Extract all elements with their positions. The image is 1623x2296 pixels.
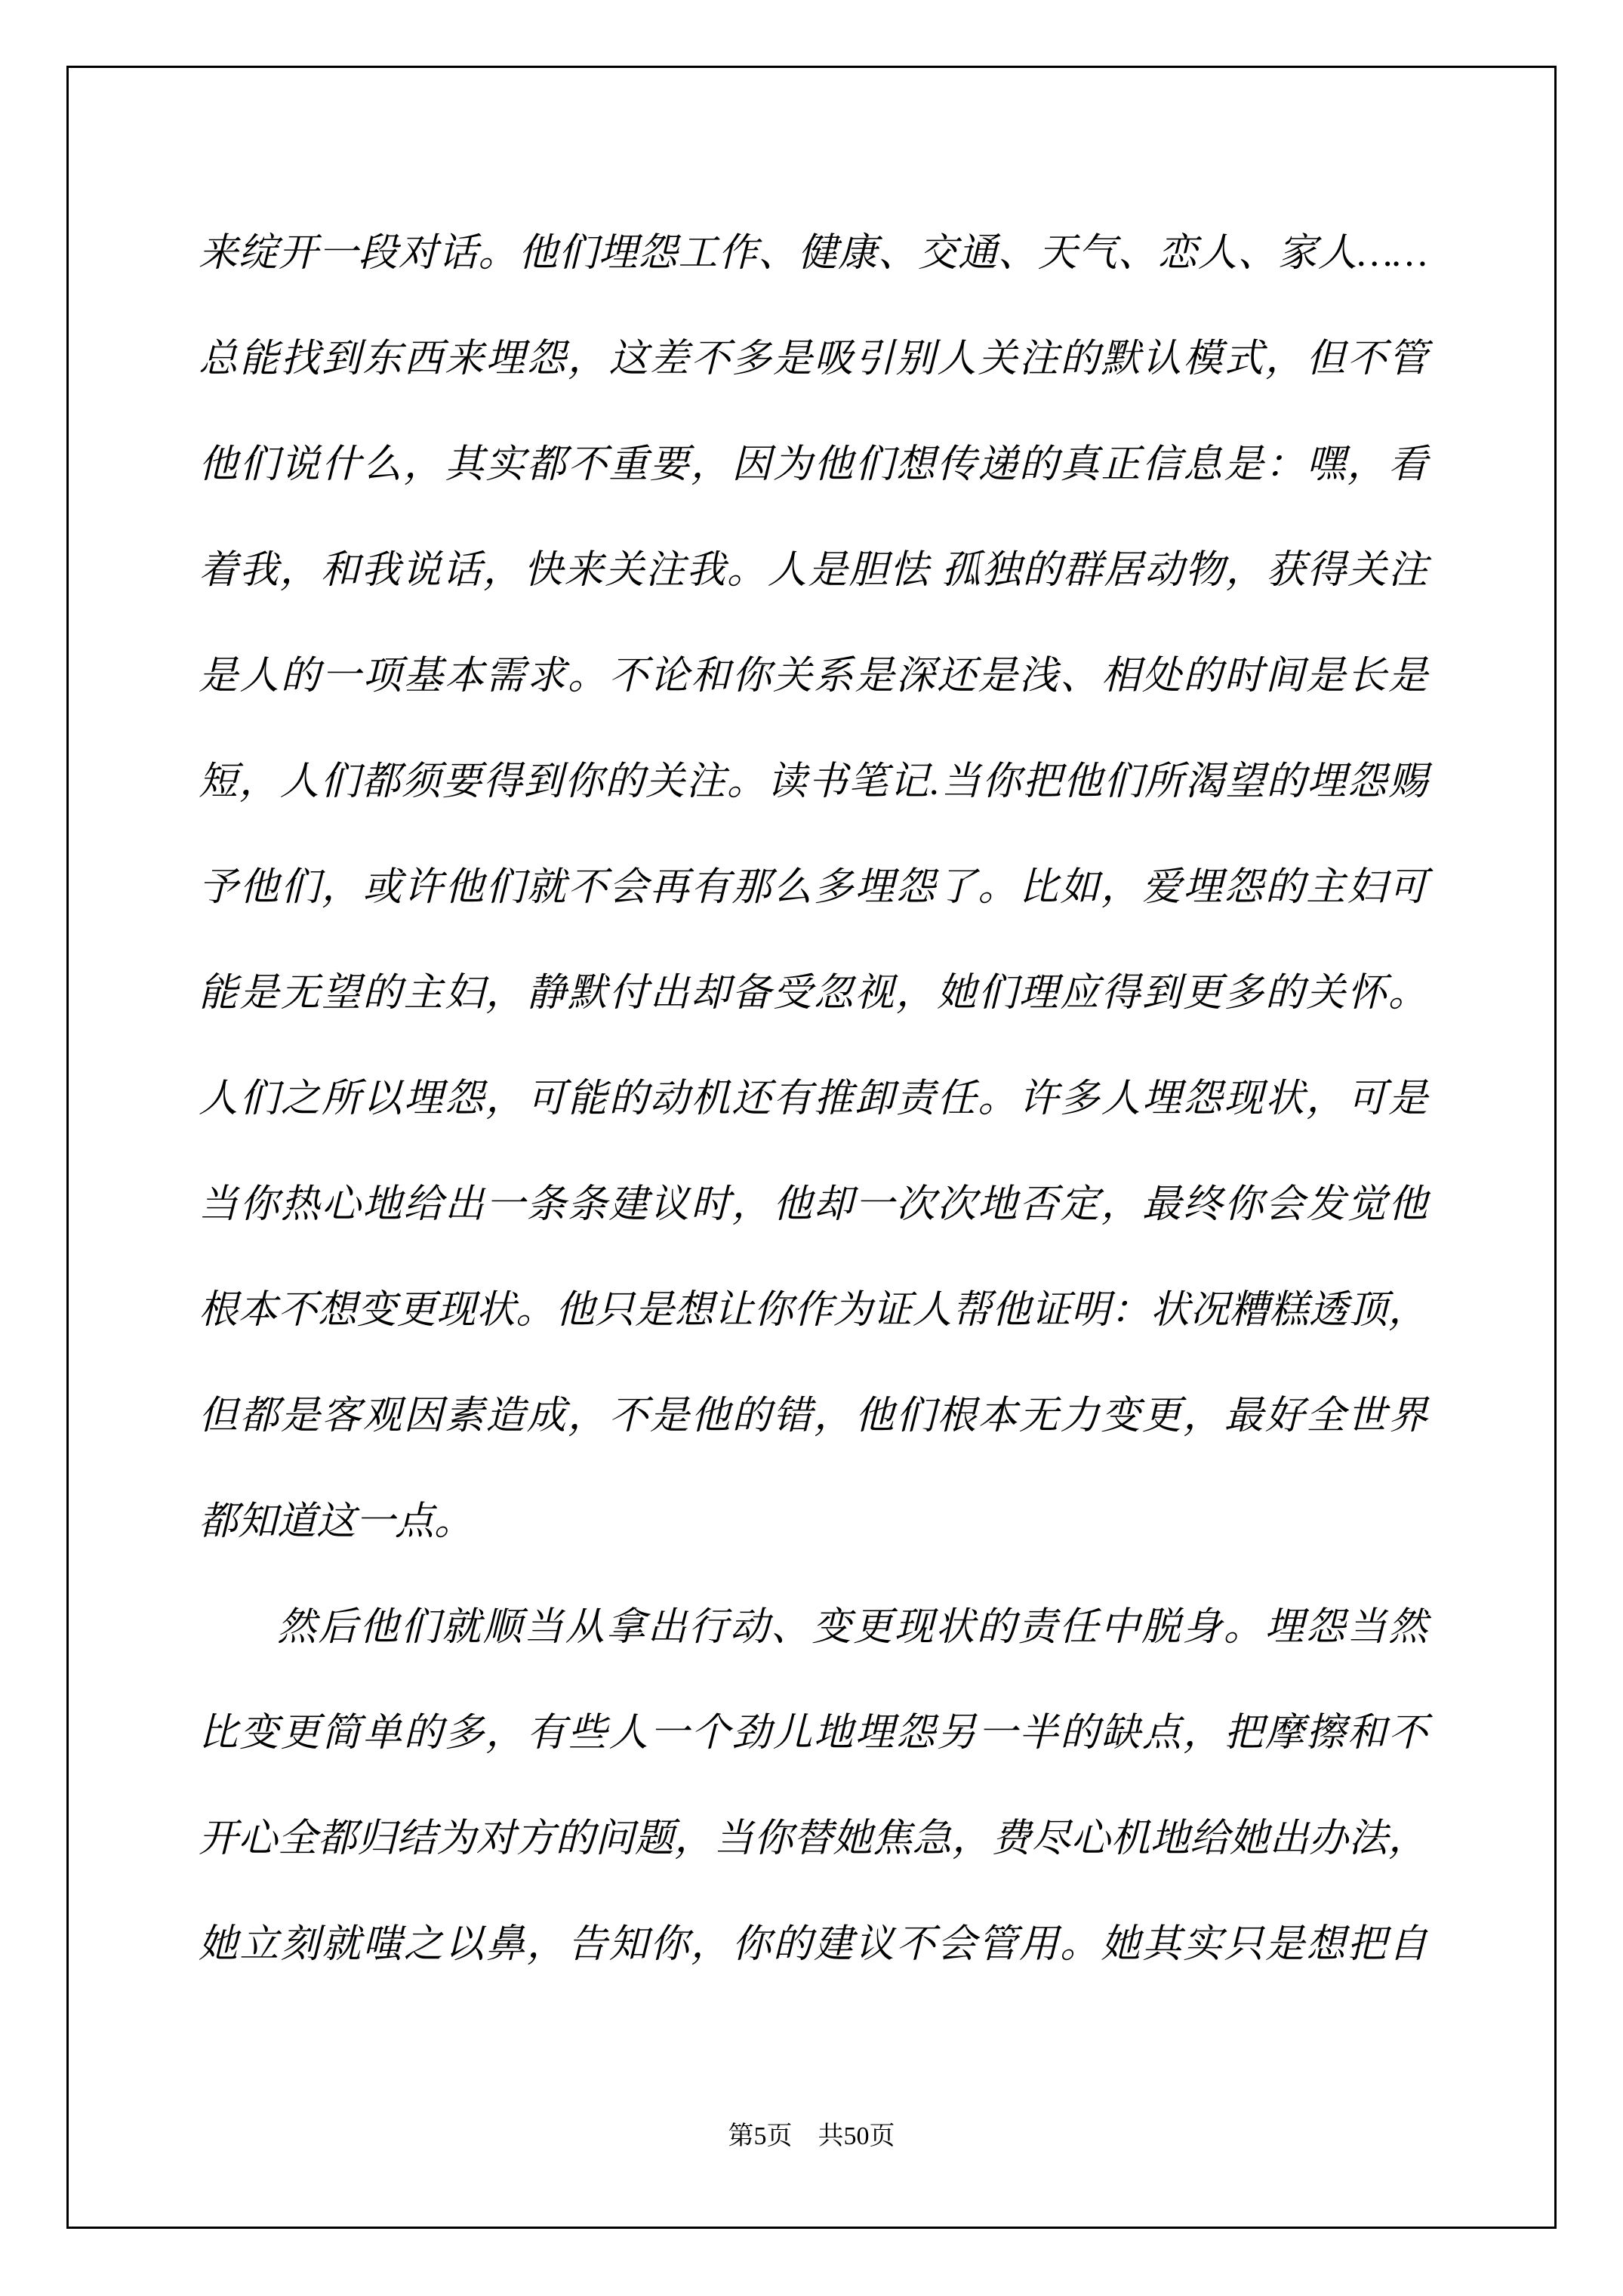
text-line: 他们说什么，其实都不重要，因为他们想传递的真正信息是：嘿，看 (199, 443, 1427, 486)
text-line: 比变更简单的多，有些人一个劲儿地埋怨另一半的缺点，把摩擦和不 (199, 1712, 1427, 1755)
text-line: 都知道这一点。 (199, 1500, 474, 1543)
text-line-paragraph-start: 然后他们就顺当从拿出行动、变更现状的责任中脱身。埋怨当然 (277, 1606, 1427, 1649)
text-line: 开心全都归结为对方的问题，当你替她焦急，费尽心机地给她出办法， (199, 1817, 1427, 1860)
text-line: 着我，和我说话，快来关注我。人是胆怯 孤独的群居动物，获得关注 (199, 549, 1427, 592)
text-line: 来绽开一段对话。他们埋怨工作、健康、交通、天气、恋人、家人…… (199, 232, 1427, 275)
text-line: 总能找到东西来埋怨，这差不多是吸引别人关注的默认模式，但不管 (199, 337, 1427, 381)
text-line: 是人的一项基本需求。不论和你关系是深还是浅、相处的时间是长是 (199, 655, 1427, 698)
text-line: 她立刻就嗤之以鼻，告知你，你的建议不会管用。她其实只是想把自 (199, 1923, 1427, 1966)
text-line: 根本不想变更现状。他只是想让你作为证人帮他证明：状况糟糕透顶， (199, 1289, 1427, 1332)
text-line: 当你热心地给出一条条建议时，他却一次次地否定，最终你会发觉他 (199, 1183, 1427, 1226)
text-line: 人们之所以埋怨，可能的动机还有推卸责任。许多人埋怨现状，可是 (199, 1077, 1427, 1120)
page-footer (69, 2120, 1554, 2153)
page-number-label: 第5页 共50页 (728, 2122, 895, 2150)
text-line: 但都是客观因素造成，不是他的错，他们根本无力变更，最好全世界 (199, 1395, 1427, 1438)
body-text (199, 201, 1427, 1998)
text-line: 能是无望的主妇，静默付出却备受忽视，她们理应得到更多的关怀。 (199, 972, 1427, 1015)
page-border-frame (66, 66, 1557, 2229)
text-line: 短，人们都须要得到你的关注。读书笔记.当你把他们所渴望的埋怨赐 (199, 760, 1427, 803)
text-line: 予他们，或许他们就不会再有那么多埋怨了。比如，爱埋怨的主妇可 (199, 866, 1427, 909)
